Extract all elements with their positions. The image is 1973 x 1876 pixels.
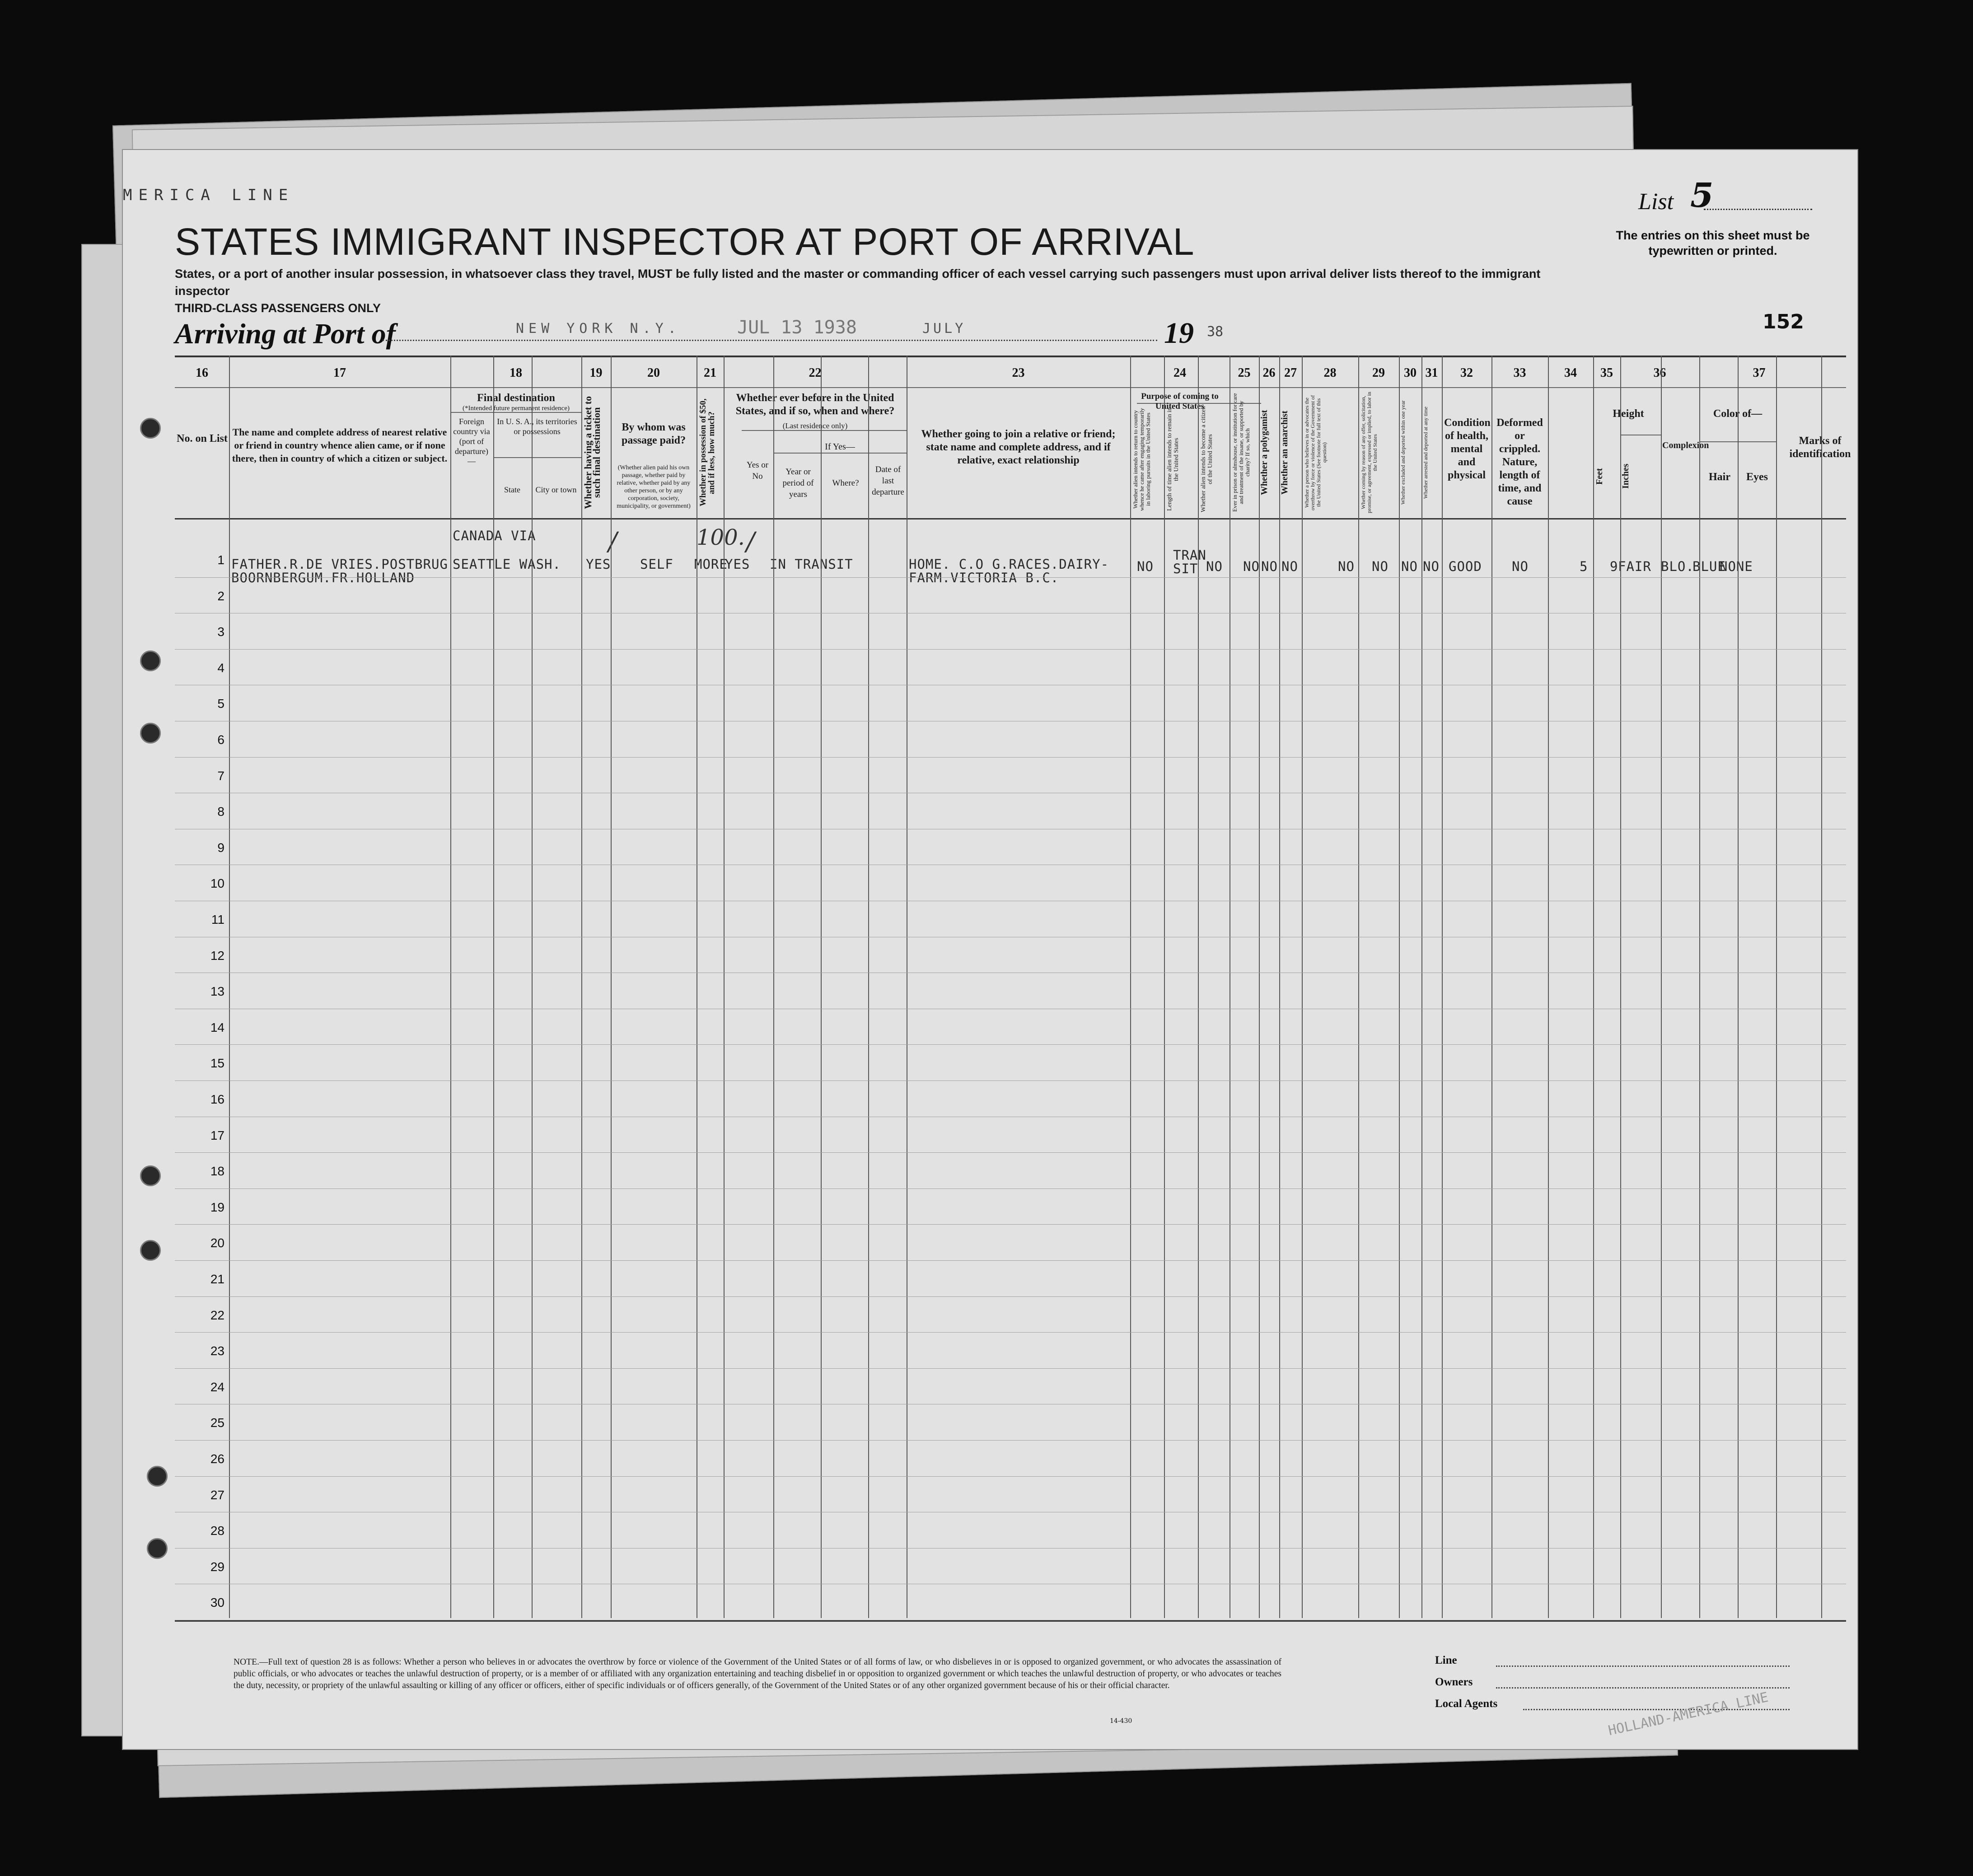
row-number: 19: [210, 1200, 224, 1214]
column-number: 22: [809, 366, 822, 380]
binder-hole: [147, 1466, 168, 1487]
row-number: 30: [210, 1595, 224, 1610]
entry-join-line-1: HOME. C.O G.RACES.DAIRY-: [909, 557, 1109, 572]
entry-ever-before: YES: [725, 557, 750, 572]
row-rule: [175, 1332, 1846, 1333]
row-number: 8: [217, 805, 224, 819]
column-rule: [724, 356, 725, 1618]
column-number: 28: [1323, 366, 1337, 380]
page-title: STATES IMMIGRANT INSPECTOR AT PORT OF ARRIVAL: [175, 220, 1195, 263]
column-rule: [581, 356, 582, 1618]
column-number: 26: [1262, 366, 1276, 380]
list-underline: [1704, 209, 1812, 210]
entry-money-handwritten: 100.: [697, 525, 745, 550]
column-rule: [611, 356, 612, 1618]
entry-question-30: NO: [1401, 559, 1418, 574]
row-rule: [175, 1260, 1846, 1261]
entry-question-28: NO: [1338, 559, 1355, 574]
header-question-30: Whether excluded and deported within one year: [1400, 400, 1406, 505]
header-citizen-intent: Whether alien intends to become a citizen of the United States: [1200, 406, 1214, 513]
entry-polygamist: NO: [1261, 559, 1278, 574]
column-number: 34: [1564, 366, 1577, 380]
column-number: 29: [1372, 366, 1385, 380]
row-number: 4: [217, 660, 224, 675]
column-rule: [229, 356, 230, 1618]
row-rule: [175, 1368, 1846, 1369]
entry-feet: 5: [1580, 559, 1588, 574]
row-rule: [175, 1476, 1846, 1477]
entry-money: MORE: [694, 557, 728, 572]
column-number: 36: [1653, 366, 1666, 380]
footer-agents-label: Local Agents: [1435, 1698, 1498, 1710]
row-number: 27: [210, 1488, 224, 1502]
row-rule: [175, 1224, 1846, 1225]
row-number: 28: [210, 1524, 224, 1538]
row-number: 20: [210, 1236, 224, 1250]
row-number: 25: [210, 1416, 224, 1430]
header-last-residence: (Last residence only): [782, 421, 848, 430]
header-nearest-relative: The name and complete address of nearest relative or friend in country whence alien came, or if none there, then in country of which a citizen or subject.: [232, 426, 448, 464]
column-number: 23: [1012, 366, 1025, 380]
entry-complexion: FAIR: [1618, 559, 1651, 574]
header-passage-paid-sub: (Whether alien paid his own passage, whether paid by relative, whether paid by any other person, or by any corporation, society, municipality, or government): [617, 464, 691, 510]
column-number: 35: [1600, 366, 1613, 380]
column-rule: [450, 356, 451, 1618]
column-rule: [1699, 356, 1700, 1618]
entry-destination: SEATTLE WASH.: [453, 557, 561, 572]
column-number: 20: [647, 366, 660, 380]
entry-length-line-2: SIT: [1173, 561, 1198, 576]
header-polygamist: Whether a polygamist: [1259, 410, 1269, 496]
column-number: 30: [1404, 366, 1417, 380]
row-number: 12: [210, 948, 224, 963]
entry-health: GOOD: [1449, 559, 1482, 574]
header-eyes: Eyes: [1746, 471, 1768, 483]
column-rule: [1399, 356, 1400, 1618]
entry-inches: 9: [1610, 559, 1618, 574]
instructions: [175, 265, 1598, 317]
header-length-of-stay: Length of time alien intends to remain in the United States: [1166, 407, 1180, 511]
column-number: 37: [1753, 366, 1766, 380]
entry-return-intent: NO: [1137, 559, 1154, 574]
column-rule: [1738, 356, 1739, 1618]
binder-hole: [140, 1240, 161, 1261]
column-rule: [1821, 356, 1822, 1618]
column-rule: [1198, 356, 1199, 1618]
column-rule: [1661, 356, 1662, 1618]
column-number: 27: [1284, 366, 1297, 380]
header-question-31: Whether arrested and deported at any time: [1422, 407, 1429, 499]
header-height: Height: [1613, 408, 1644, 420]
header-health: Condition of health, mental and physical: [1444, 417, 1491, 481]
header-foreign-country: Foreign country via (port of departure)—: [453, 417, 490, 466]
column-rule: [1279, 356, 1280, 1618]
entry-citizen-intent: NO: [1206, 559, 1223, 574]
header-final-destination-sub: (*Intended future permanent residence): [463, 405, 570, 412]
header-prison: Ever in prison or almshouse, or institution for care and treatment of the insane, or supported by charity? If so, which: [1231, 393, 1251, 512]
check-mark: /: [608, 527, 617, 557]
entry-relative-line-1: FATHER.R.DE VRIES.POSTBRUG: [231, 557, 448, 572]
column-rule: [1548, 356, 1549, 1618]
header-return-intent: Whether alien intends to return to country whence he came after engaging temporarily in laboring pursuits in the United States: [1132, 408, 1151, 511]
header-in-usa: In U. S. A., its territories or possessions: [497, 417, 577, 436]
port-name: NEW YORK N.Y.: [516, 321, 681, 337]
column-rule: [1442, 356, 1443, 1618]
column-number: 31: [1425, 366, 1438, 380]
header-bottom-rule: [175, 518, 1846, 519]
row-rule: [175, 757, 1846, 758]
column-number: 16: [196, 366, 208, 380]
header-question-28: Whether a person who believes in or advocates the overthrow by force or violence of the Government of the United States (See footnote for full text of this question): [1304, 395, 1328, 510]
row-number: 13: [210, 984, 224, 999]
sheet-number: 152: [1763, 310, 1804, 333]
header-passage-paid: By whom was passage paid?: [621, 421, 686, 446]
header-purpose: Purpose of coming to United States: [1141, 392, 1219, 411]
entry-marks: NONE: [1720, 559, 1753, 574]
header-complexion: Complexion: [1662, 440, 1709, 450]
row-number: 21: [210, 1272, 224, 1286]
row-number: 29: [210, 1559, 224, 1574]
column-number: 25: [1238, 366, 1251, 380]
row-rule: [175, 577, 1846, 578]
entry-relative-line-2: BOORNBERGUM.FR.HOLLAND: [231, 570, 415, 585]
footer-note: NOTE.—Full text of question 28 is as follows: Whether a person who believes in or advocates the overthrow by force or violence of the Government of the United States or of all forms of law, or who disbelieves in or is opposed to organized government, or who advocates the assassination of public officials, or who advocates or teaches the unlawful destruction of property, or is a member of or affiliated with any organization entertaining and teaching disbelief in or opposition to organized government or which teaches the unlawful destruction of property, or who advocates or teaches the duty, necessity, or propriety of the unlawful assaulting or killing of any officer or officers, either of specific individuals or of officers generally, of the Government of the United States or of any other organized government because of his or their official character.: [234, 1657, 1281, 1690]
column-rule: [1259, 356, 1260, 1618]
header-where: Where?: [832, 478, 859, 488]
column-number: 33: [1513, 366, 1526, 380]
instructions-line-1: States, or a port of another insular possession, in whatsoever class they travel, MUST be fully listed and the master or commanding officer of each vessel carrying such passengers must upon arrival deliver lists thereof to the immigrant inspector: [175, 267, 1541, 298]
column-rule: [773, 356, 774, 1618]
list-label: List: [1638, 189, 1674, 215]
header-anarchist: Whether an anarchist: [1280, 411, 1290, 495]
binder-hole: [140, 418, 161, 439]
line-stamp: HOLLAND-AMERICA LINE: [1607, 1689, 1770, 1739]
column-number: 17: [333, 366, 346, 380]
header-state: State: [504, 485, 520, 494]
shipping-line-name: MERICA LINE: [123, 186, 295, 204]
header-final-destination: Final destination: [477, 392, 555, 404]
row-rule: [175, 1188, 1846, 1189]
column-rule: [1421, 356, 1422, 1618]
entry-question-31: NO: [1423, 559, 1440, 574]
row-rule: [175, 1296, 1846, 1297]
c18-usa-rule: [493, 457, 581, 458]
header-going-to-join: Whether going to join a relative or friend; state name and complete address, and if relative, exact relationship: [921, 428, 1116, 466]
entry-hair: BLO.: [1661, 559, 1694, 574]
entry-deformed: NO: [1512, 559, 1529, 574]
entry-passage-paid: SELF: [640, 557, 673, 572]
row-rule: [175, 1152, 1846, 1153]
row-number: 10: [210, 876, 224, 891]
row-number: 2: [217, 589, 224, 603]
row-number: 1: [217, 553, 224, 567]
row-rule: [175, 1548, 1846, 1549]
column-rule: [1593, 356, 1594, 1618]
column-rule: [532, 356, 533, 1618]
entry-foreign-via: CANADA VIA: [453, 528, 536, 543]
header-ever-before: Whether ever before in the United States, and if so, when and where?: [735, 392, 895, 417]
binder-hole: [140, 1165, 161, 1186]
row-number: 16: [210, 1092, 224, 1106]
footer-line-dotted: [1496, 1665, 1790, 1667]
header-marks-of-identification: Marks of identification: [1789, 435, 1851, 460]
year-suffix: 38: [1207, 324, 1224, 340]
arrival-month: JULY: [922, 321, 966, 337]
column-rule: [1620, 356, 1621, 1618]
entries-note: The entries on this sheet must be typewritten or printed.: [1616, 229, 1810, 257]
entry-length-line-1: TRAN: [1173, 547, 1206, 563]
entry-question-29: NO: [1372, 559, 1389, 574]
row-number: 24: [210, 1380, 224, 1394]
column-number: 24: [1174, 366, 1186, 380]
manifest-table: [175, 356, 1846, 1622]
header-inches: Inches: [1621, 463, 1631, 489]
year-prefix: 19: [1164, 317, 1194, 350]
manifest-sheet: [122, 149, 1858, 1750]
column-rule: [1164, 356, 1165, 1618]
binder-hole: [140, 723, 161, 744]
entry-anarchist: NO: [1281, 559, 1298, 574]
entry-where: IN TRANSIT: [770, 557, 853, 572]
row-number: 26: [210, 1452, 224, 1466]
row-number: 6: [217, 733, 224, 747]
header-ticket: Whether having a ticket to such final destination: [582, 396, 602, 510]
row-rule: [175, 649, 1846, 650]
column-rule: [821, 356, 822, 1618]
date-stamp: JUL 13 1938: [737, 317, 857, 338]
header-feet: Feet: [1594, 468, 1604, 485]
column-rule: [1358, 356, 1359, 1618]
form-reference: 14-430: [1110, 1717, 1132, 1725]
row-number: 22: [210, 1308, 224, 1322]
column-number: 19: [589, 366, 603, 380]
header-year-period: Year or period of years: [782, 467, 814, 499]
row-rule: [175, 1044, 1846, 1045]
column-rule: [493, 356, 494, 1618]
row-number: 17: [210, 1128, 224, 1142]
row-number: 5: [217, 697, 224, 711]
row-number: 3: [217, 625, 224, 639]
header-if-yes: If Yes—: [825, 442, 855, 452]
column-number-rule: [175, 387, 1846, 388]
binder-hole: [147, 1538, 168, 1559]
column-rule: [1130, 356, 1131, 1618]
row-number: 7: [217, 768, 224, 783]
row-number: 14: [210, 1020, 224, 1034]
footer-line-label: Line: [1435, 1654, 1457, 1666]
header-color-of: Color of—: [1713, 408, 1763, 420]
header-money: Whether in possession of $50, and if less, how much?: [698, 398, 716, 507]
column-number: 18: [510, 366, 522, 380]
row-number: 9: [217, 840, 224, 855]
header-date-last-departure: Date of last departure: [872, 465, 904, 497]
header-city: City or town: [535, 485, 577, 494]
entry-prison: NO: [1243, 559, 1260, 574]
row-rule: [175, 1440, 1846, 1441]
row-number: 15: [210, 1056, 224, 1071]
check-mark: /: [746, 527, 755, 557]
row-number: 18: [210, 1164, 224, 1179]
column-number: 21: [704, 366, 716, 380]
column-rule: [868, 356, 869, 1618]
arriving-label: Arriving at Port of: [175, 318, 396, 350]
c22-ifyes-rule: [773, 453, 907, 454]
header-yes-no: Yes or No: [746, 460, 769, 481]
footer-owners-dotted: [1496, 1687, 1790, 1689]
header-question-29: Whether coming by reason of any offer, solicitation, promise, or agreement, expressed or implied, to labor in the United States: [1360, 392, 1378, 514]
column-rule: [1302, 356, 1303, 1618]
binder-hole: [140, 650, 161, 671]
row-number: 23: [210, 1344, 224, 1358]
entry-eyes: BLUE: [1692, 559, 1726, 574]
arriving-dotted-line: [383, 340, 1157, 341]
header-deformed: Deformed or crippled. Nature, length of time, and cause: [1496, 417, 1543, 507]
entry-join-line-2: FARM.VICTORIA B.C.: [909, 570, 1059, 585]
column-rule: [1491, 356, 1492, 1618]
header-hair: Hair: [1709, 471, 1730, 483]
column-number: 32: [1460, 366, 1473, 380]
entry-ticket: YES: [586, 557, 611, 572]
footer-owners-label: Owners: [1435, 1676, 1473, 1688]
instructions-line-2: THIRD-CLASS PASSENGERS ONLY: [175, 301, 381, 315]
row-number: 11: [211, 912, 224, 926]
list-number: 5: [1690, 176, 1714, 215]
header-no-on-list: No. on List: [177, 433, 228, 444]
column-rule: [1776, 356, 1777, 1618]
